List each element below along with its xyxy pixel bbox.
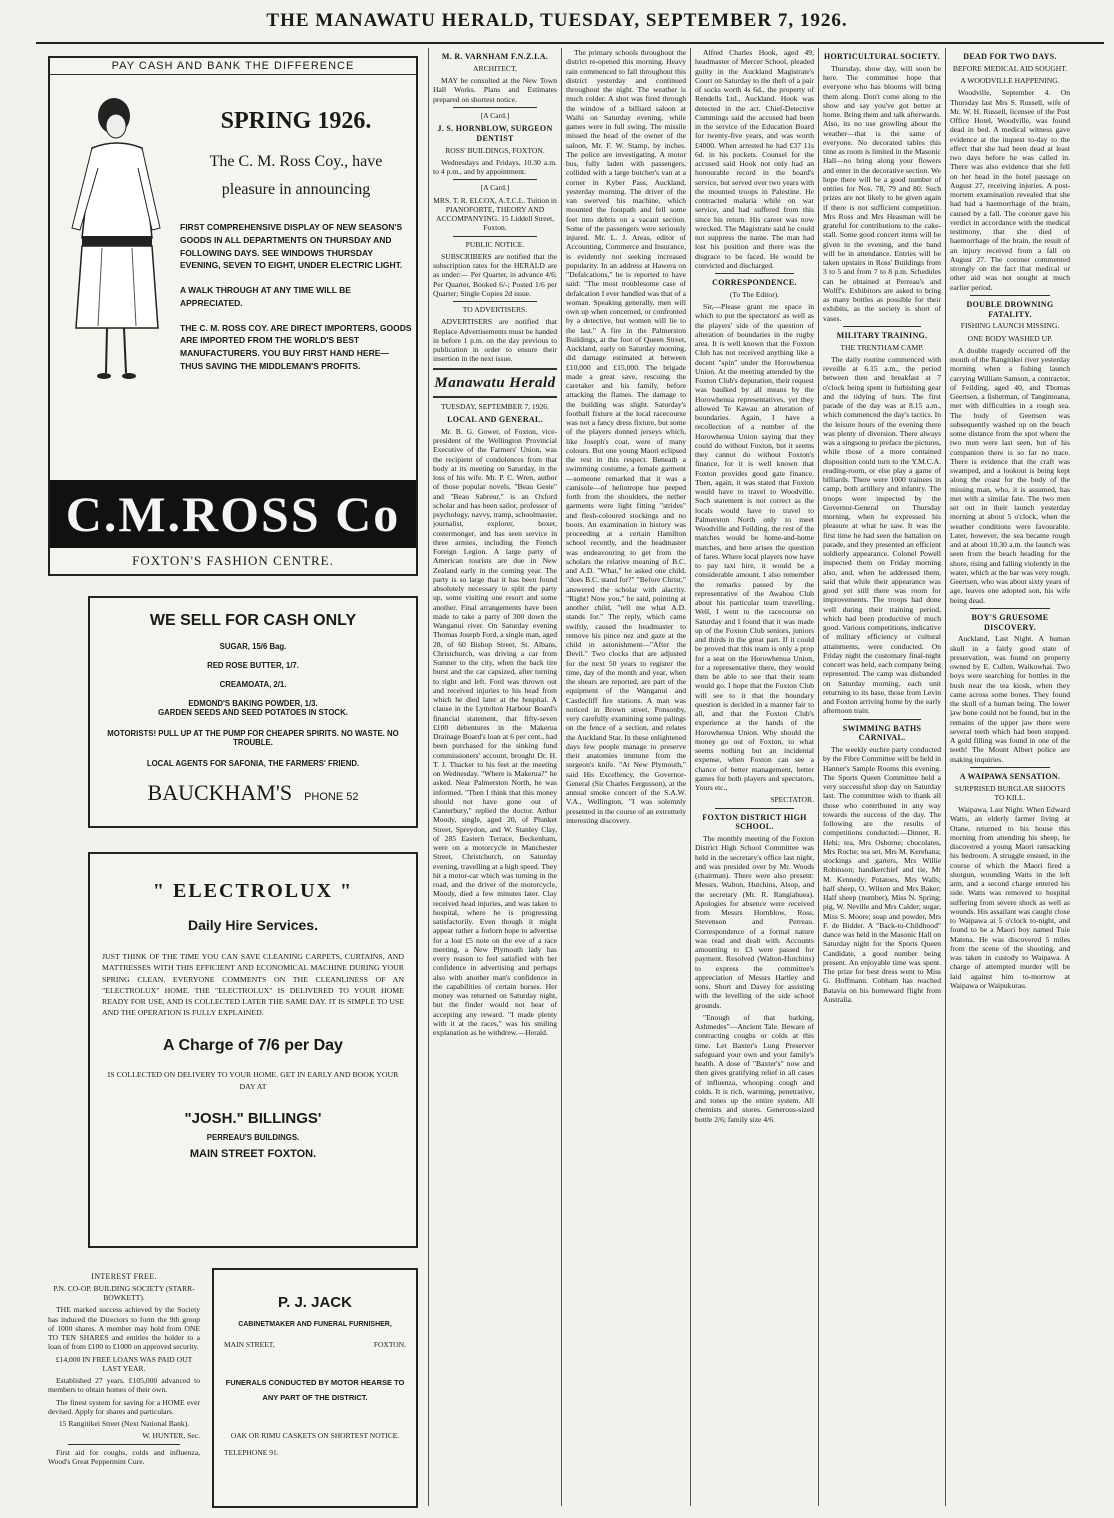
dateline: TUESDAY, SEPTEMBER 7, 1926. bbox=[440, 401, 550, 411]
column-3 bbox=[433, 48, 557, 1508]
bauckham-phone: PHONE 52 bbox=[304, 791, 359, 803]
ross-body2: A WALK THROUGH AT ANY TIME WILL BE APPRECIATED. bbox=[180, 285, 351, 308]
bs-footer: First aid for coughs, colds and influenza, Wood's Great Peppermint Cure. bbox=[48, 1447, 200, 1466]
newspaper-flag: Manawatu Herald bbox=[434, 374, 556, 391]
bauckham-line: GARDEN SEEDS AND SEED POTATOES IN STOCK. bbox=[158, 708, 348, 717]
bauckham-line: RED ROSE BUTTER, 1/7. bbox=[207, 661, 299, 670]
jack-town: FOXTON. bbox=[373, 1340, 406, 1349]
bs-saving: The finest system for saving for a HOME ever devised. Apply for shares and particulars. bbox=[48, 1397, 200, 1416]
billings-street: MAIN STREET FOXTON. bbox=[189, 1147, 317, 1160]
dentist-times: Wednesdays and Fridays, 10.30 a.m. to 4 p.m., and by appointment. bbox=[433, 157, 557, 176]
card-label: [A Card.] bbox=[480, 110, 510, 120]
architect-name: M. R. VARNHAM F.N.Z.I.A. bbox=[441, 52, 549, 61]
fashion-illustration bbox=[62, 88, 172, 388]
bauckham-title: WE SELL FOR CASH ONLY bbox=[149, 612, 357, 629]
architect-body: MAY be consulted at the New Town Hall Works. Plans and Estimates prepared on shortest notice. bbox=[433, 76, 557, 104]
jack-advertisement bbox=[212, 1268, 418, 1508]
electrolux-charge: A Charge of 7/6 per Day bbox=[163, 1036, 343, 1054]
column-5 bbox=[695, 48, 814, 1508]
boy-text: Auckland, Last Night. A human skull in a fairly good state of preservation, was found on property owned by E. Cullen, Waikowhai. Two boys were searching for bottles in the bush near the tea kiosk, when they came across some bones. They found the skull of a human being. The lower jaw bone could not be found, but in the remains of the upper jaw there were several teeth which had been stopped. A gold filling was found in one of the teeth! The Mount Albert police are making inquiries. bbox=[950, 634, 1070, 764]
column-4-text: The primary schools throughout the district re-opened this morning. Heavy rain commenced to fall throughout this district yesterday and continued throughout the night. The weather is much colder. A shot was fired through the window of a billiard saloon at Waihi on Saturday evening, while games were in full swing. The missile missed the head of the owner of the saloon, Mr. F. W. Stamp, by inches. The police are investigating. A motor bus, fully laden with passengers, collided with a large butcher's van at a corner in Kyber Pass, Auckland, yesterday morning. The driver of the van swerved his machine, which mounted the footpath and fell some feet into debris on a vacant section. Some of the passengers were seriously injured. Mr. L. J. Areas, editor of Accounting, Commerce and Insurance, is evidently not seeking increased popularity. In an address at Hawera on "Defalcations," he is reported to have said: "The most troublesome case of defalcation I ever handled was that of a woman. Speaking generally, men will own up when concerned, or confronted by a detective, but women will lie to the last." A fire in the Palmerston Buildings, at the foot of Queen Street, Auckland, early on Saturday morning, did damage estimated at between £10,000 and £15,000. The brigade made a great save, rescuing the caretaker and his family, before attacking the flames. The damage to the building was slight. Saturday's football fixture at the local racecourse was not a fancy dress fixture, but some of the players donned jerseys which, like Joseph's coat, were of many colours. But one young Maori eclipsed the rest in this respect. Beneath a swimming costume, a female garment—someone remarked that it was a camisole—of heliotrope hue peeped forth from the shoulders, the nether garments were light fitting "strides" and flesh-coloured stockings and no boots. An examination in history was proceeding at a certain Hamilton school recently, and the headmaster was endeavouring to get from the scholars the relative meaning of B.C. and A.D. "What," he asked one child, "does B.C. stand for?" "Before Christ," answered the scholar with alacrity. "Right! Now you," he said, pointing at another child, "tell me what A.D. stands for." The reply, which came swiftly, caused the headmaster to remove his pince nez and gaze at the child in astonishment—"After the Devil." Two clocks that are adjusted for the next 50 years to register the time, day of the month and year, when the shears are reported, are part of the equipment of the Wanganui and Castlecliff fire stations. A man was noticed in Brown street, Ponsonby, very carefully examining some palings on the fence of a section, and relates the Auckland Star. In these enlightened days few people manage to preserve their anatomies immune from the surgeon's knife. "At New Plymouth," said His Excellency, the Governor-General (Sir Charles Fergusson), at the annual smoke concert of the S.A.W. V.A., Wellington, "I was solemnly presented in the course of an extremely interesting discovery. bbox=[566, 48, 686, 825]
bs-head1: INTEREST FREE. bbox=[91, 1272, 157, 1281]
jack-funerals: FUNERALS CONDUCTED BY MOTOR HEARSE TO ANY PART OF THE DISTRICT. bbox=[225, 1378, 405, 1402]
waipawa-sub: SURPRISED BURGLAR SHOOTS TO KILL. bbox=[954, 783, 1066, 802]
music-teacher: MRS. T. R. ELCOX, A.T.C.L. Tuition in PIANOFORTE, THEORY AND ACCOMPANYING. 15 Liddell Street, Foxton. bbox=[433, 195, 557, 233]
ross-line1: The C. M. Ross Coy., have bbox=[209, 153, 383, 170]
advertisers-body: ADVERTISERS are notified that Replace Advertisements must be handed in before 1 p.m. on the day previous to publication in order to ensure their insertion in the next issue. bbox=[433, 317, 557, 364]
bauckham-line: CREAMOATA, 2/1. bbox=[219, 680, 287, 689]
local-general-heading: LOCAL AND GENERAL. bbox=[447, 415, 543, 425]
public-notice-heading: PUBLIC NOTICE. bbox=[465, 239, 525, 249]
electrolux-collect: IS COLLECTED ON DELIVERY TO YOUR HOME. GET IN EARLY AND BOOK YOUR DAY AT bbox=[107, 1069, 399, 1092]
ross-body1: FIRST COMPREHENSIVE DISPLAY OF NEW SEASON'S GOODS IN ALL DEPARTMENTS ON THURSDAY AND FOLLOWING DAYS. SEE WINDOWS THURSDAY EVENING, SEVEN TO EIGHT, UNDER ELECTRIC LIGHT. bbox=[180, 222, 403, 271]
billings-name: "JOSH." BILLINGS' bbox=[184, 1109, 322, 1127]
billings-place: PERREAU'S BUILDINGS. bbox=[206, 1132, 300, 1142]
column-divider bbox=[945, 48, 946, 1506]
waipawa-heading: A WAIPAWA SENSATION. bbox=[959, 771, 1061, 781]
correspondence-heading: CORRESPONDENCE. bbox=[712, 278, 797, 287]
bauckham-line: EDMOND'S BAKING POWDER, 1/3. bbox=[188, 699, 318, 708]
swimming-heading: SWIMMING BATHS CARNIVAL. bbox=[842, 723, 922, 743]
drowning-sub: FISHING LAUNCH MISSING. bbox=[960, 321, 1060, 331]
dentist-name: J. S. HORNBLOW, SURGEON DENTIST bbox=[437, 124, 553, 143]
column-divider bbox=[561, 48, 562, 1506]
jack-street: MAIN STREET, bbox=[224, 1340, 275, 1349]
electrolux-sub: Daily Hire Services. bbox=[188, 917, 318, 933]
electrolux-advertisement bbox=[88, 852, 418, 1248]
waipawa-text: Waipawa, Last Night. When Edward Watts, an elderly farmer living at Otane, returned to his house this morning from attending his sheep, he discovered a young Maori ransacking his bedroom. A struggle ensued, in the course of which the Maori fired a shotgun, wounding Watts in the left arm, and a second charge entered his side. Watts was removed to hospital suffering from severe shock as well as wounds. His assailant was caught close to Waipawa at 5 o'clock to-night, and found to be a Maori boy named Tuie Matena. He was discovered 5 miles from the scene of the shooting, and was taken in custody to Waipawa. A charge of attempted murder will be laid against him to-morrow at Waipawa or Waipukurau. bbox=[950, 805, 1070, 990]
column-7 bbox=[950, 48, 1070, 1508]
hook-article: Alfred Charles Hook, aged 49, headmaster of Mercer School, pleaded guilty in the Auckland Magistrate's Court on Saturday to the theft of a pair of socks worth 4s 6d., the property of Rendells Ltd., Auckland. Hook was detected in the act. Chief-Detective Cummings said the accused had been in the service of the Education Board for twenty-five years, and was worth £4000. When arrested he had £37 11s 6d. in his pockets. Counsel for the accused said Hook not only had an honourable record in the board's service, but served over two years with the mounted troops in Palestine. He contracted malaria while on war service, and had suffered from this since his return. His career was now wrecked. The Magistrate said he could not suppress the name. The man had lost his position and there was the disgrace to be faced. He would be convicted and discharged. bbox=[695, 48, 814, 270]
dead-sub: BEFORE MEDICAL AID SOUGHT. bbox=[952, 63, 1068, 73]
architect-sub: ARCHITECT, bbox=[473, 63, 517, 73]
column-divider bbox=[428, 48, 429, 1506]
ross-line2: pleasure in announcing bbox=[221, 181, 371, 198]
drowning-heading: DOUBLE DROWNING FATALITY. bbox=[966, 299, 1054, 319]
horticultural-heading: HORTICULTURAL SOCIETY. bbox=[824, 52, 940, 61]
column-divider bbox=[818, 48, 819, 1506]
ross-advertisement bbox=[48, 56, 418, 576]
season-heading: SPRING 1926. bbox=[220, 108, 372, 134]
military-sub: THE TRENTHAM CAMP. bbox=[840, 342, 924, 352]
school-heading: FOXTON DISTRICT HIGH SCHOOL. bbox=[702, 812, 807, 832]
bs-sec: W. HUNTER, Sec. bbox=[142, 1431, 200, 1441]
correspondence-sign: SPECTATOR. bbox=[770, 795, 814, 805]
building-society-notice bbox=[48, 1268, 200, 1508]
bs-head2: P.N. CO-OP. BUILDING SOCIETY (STARR-BOWKETT). bbox=[53, 1283, 195, 1302]
ross-tagline: FOXTON'S FASHION CENTRE. bbox=[132, 553, 334, 568]
advertisers-heading: TO ADVERTISERS. bbox=[462, 305, 528, 314]
ross-logo: C.M.ROSS Co bbox=[50, 480, 416, 548]
horticultural-text: Thursday, show day, will soon be here. The committee hope that everyone who has blooms will bring them along. Don't come along to the show and say you've got better at home. Bring them and talk afterwards. Also, its no use growling about the weather—that is the same of everyone. No decorated tables this time as room is limited in the Masonic Hall—no bring along your flowers and enter in the decorative section. We hope there will be a good number of entries for Nos. 78, 79 and 80. Such prizes are not likely to be given again if there is not sufficient competition. Mrs Ross and Mrs Heasman will be grateful for contributions to the cake-stall. Some good concert items will be given in the evening, and the band will be in attendance. Entries will be taken upstairs in Ross' Buildings from 3 to 5 and from 7 to 8 p.m. Schedules can be obtained at Perreau's and Wolff's. Exhibitors are asked to bring as many bottles as possible for their exhibits, as the society is short of vases. bbox=[823, 63, 941, 323]
military-text: The daily routine commenced with reveille at 6.15 a.m., the period between then and breakfast at 7 o'clock being spent in furbishing gear and the tidying of huts. The first parade of the day was at 8.15 a.m., which commenced the day's tactics. In the leisure hours of the evening there was plenty of diversion. There always was a singsong to preface the pictures, while those of a more contained disposition could turn to the Y.M.C.A. reading-room, or else play a game of billiards. There were 1000 trainees in camp, both artillery and infantry. The troops were inspected by the Governor-General on Thursday morning, when he expressed his pleasure at what he saw. It was the first time he had seen the battalion on parade, and they presented an efficient soldierly appearance. Colonel Powell inspected them on Friday morning also, and, when he addressed them, said that while their appearance was good yet still there was room for improvements. The troops had done well during their training period, which had been productive of much good. Various competitions, indicative of military efficiency or cultural attainments, were conducted. On Friday night the customary final-night concert was held, each company being represented. The camp was disbanded on Saturday morning, each unit returning to its base, those from Levin and Foxton arriving home by the early afternoon train. bbox=[823, 354, 941, 716]
bauckham-advertisement bbox=[88, 596, 418, 828]
jack-name: P. J. JACK bbox=[278, 1294, 352, 1311]
correspondence-sub: (To The Editor). bbox=[729, 289, 780, 299]
correspondence-text: Sir,—Please grant me space in which to put the spectators' as well as the players' side of the question of alteration of boundaries in the rugby area. It is well known that the Foxton Club has not received anything like a decent "spin" under the Horowhenua Union. At the meeting attended by the Foxton Club's deputation, their request was baulked by all means by the Horowhenua representatives, yet they allowed Te Kawau an alteration of boundaries. Again, I have a recollection of a number of the Horowhenua Union saying that they could do without Foxton, but it seems they cannot do without Foxton's finance, for it is well known that Foxton provides good gate finance. Then, again, it was stated that Foxton would have to travel to Woodville. Such statement is not correct as the locals would have to travel to Palmerston North only to meet Woodville and Feilding, the rest of the matches would be home-and-home matches, and here arises the question of fares. Where local players now have to pay taxi hire, it would be a considerable amount. I also remember the remarks passed by the representative of the Awahou Club about his particular team travelling. Well, I went to the racecourse on Saturday and I found that it was made up of the Foxton Club seniors, juniors and thirds in the great part. If it could be proved that this team is only a prop for a seat on the Horowhenua Union, for a representative there, they would then be able to see that their team would go. I hope that the Foxton Club will see to it that the boundary question is decided in a manner fair to all, and that the Foxton Club's experience at the hands of the Horowhenua Union. Why should the money go out of Foxton, to what seems nothing but an incidental expense, when Foxton can see a chance of better management, better games for both players and spectators, Yours etc., bbox=[695, 302, 814, 792]
bauckham-name: BAUCKHAM'S bbox=[147, 780, 293, 805]
local-general-text: Mr. B. G. Gower, of Foxton, vice-president of the Wellington Provincial Executive of the Farmers' Union, was the recipient of condolences from that body at its meeting on Saturday, in the loss of his wife. Mr. P. C. Wren, author of those popular novels, "Beau Geste" and "Beau Sabreur," is an Oxford scholar and has been sailor, professor of psychology, navvy, tramp, schoolmaster, journalist, explorer, boxer, costermonger, and has seen service in three armies, including the French Foreign Legion. A large party of American tourists are due in New Zealand early in the coming year. The party is so large that it has been found absolutely necessary to split the party up, some visiting one resort and some another. Final arrangements have been made to take a party of 300 down the Wanganui river. On Saturday evening Thomas Joseph Ford, a single man, aged 28, of 60 Bishop Street, St. Albans, Christchurch, was driving a car from Sumner to the city, when the back tire burst and the car capsized, after turning to right and left. Ford was thrown out and received injuries to his head from which he died later at the hospital. A clause in the Lyttelton Harbour Board's financial statement, that fifty-seven £100 debentures in the Makerua Drainage Board's loan at 6 per cent., had been purchased for the sinking fund commissioners' account, brought Dr. H. T. J. Thacker to his feet at the meeting on Wednesday. "Where is Makerua?" he asked. Near Palmerston North, he was informed. "Then I think that this money should not have gone out of Canterbury," replied the doctor. Arthur Moody, single, aged 20, of Plunket Street, Spreydon, and W. Stanley Clay, of 285 Eastern Terrace, Beckenham, were on a motorcycle in Manchester Street, Christchurch, on Saturday evening, travelling at a high speed. They hit a motor-car which was turning in the road, and the driver of the motorcycle, Moody, died a few minutes later. Clay received head injuries, and was taken to hospital, where he is progressing satisfactorily. Even though it might appear rather a forlorn hope to advertise for a lost £5 note on the eve of a race meeting, a New Plymouth lady has every reason to feel satisfied with her confidence in advertising and perhaps also with another man's confidence in the capabilities of certain horses. Her money was returned on Saturday night, but the finder would not hear of accepting any reward. "I made plenty with it at the races," was his smiling explanation as he withdrew.—Herald. bbox=[433, 426, 557, 1038]
column-6 bbox=[823, 48, 941, 1508]
swimming-text: The weekly euchre party conducted by the Fibre Committee will be held in Hanner's Sample Rooms this evening. The Sports Queen Committee held a very successful shop day on Saturday last. The committee wish to thank all those who contributed in any way towards the success of the day. The following are the results of competitions conducted:—Dinner, R. Hehi; tea, Mrs Osborne; chocolates, Mrs Roche; tea set, Mrs M. Kerehana; stockings and garters, Mrs Willie Robinson; handkerchief and tie, Mr M. Kennedy; Potatoes, Mrs Walls; half sheep, O. Wilson and Mrs Baker; Half sheep (number), Miss N. Spring; pig, W. Neville and Mrs Calder; sugar, Miss S. Moore; soap and powder, Mrs F. de Bidder. A "Back-to-Childhood" dance was held in the Masonic Hall on Saturday night for the Sports Queen Candidate, a good number being present. An enjoyable time was spent. The prize for best dress went to Miss G. Hoffmann. Cobham has reached Batavia on his homeward flight from Australia. bbox=[823, 745, 941, 1004]
boy-heading: BOY'S GRUESOME DISCOVERY. bbox=[971, 612, 1049, 632]
jack-tel: TELEPHONE 91. bbox=[224, 1448, 279, 1457]
masthead-rule bbox=[36, 42, 1104, 44]
ross-banner: PAY CASH AND BANK THE DIFFERENCE bbox=[50, 60, 416, 75]
bauckham-line: SUGAR, 15/6 Bag. bbox=[219, 642, 287, 651]
school-text: The monthly meeting of the Foxton District High School Committee was held in the secretary's office last night, and was presided over by Mr. Woods (chairman). There were also present: Messrs. Walton, Hutchins, Alsop, and the secretary (Mr. R. Rangiahuea). Apologies for absence were received from Messrs Hornblow, Ross, Stevenson and Perreau. Correspondence of a formal nature was read and dealt with. Accounts amounting to £3 were passed for payment. Resolved (Walton-Hutchins) to express the committee's appreciation of Messrs Hartley and sons, Short and Davey for assisting with the levelling of the side school grounds. bbox=[695, 834, 814, 1010]
electrolux-body: JUST THINK OF THE TIME YOU CAN SAVE CLEANING CARPETS, CURTAINS, AND MATTRESSES WITH THIS EFFICIENT AND ECONOMICAL MACHINE DURING YOUR SPRING CLEAN. EVERYONE COMMENTS ON THE CLEANLINESS OF AN "ELECTROLUX" HOME. THE "ELECTROLUX" IS DELIVERED TO YOUR HOME READY FOR USE, AND IS COLLECTED LATER THE SAME DAY. IT IS SIMPLE TO USE AND THE OPERATION IS FULLY EXPLAINED. bbox=[102, 952, 404, 1018]
column-divider bbox=[690, 48, 691, 1506]
bs-established: Established 27 years. £105,000 advanced to members to obtain homes of their own. bbox=[48, 1376, 200, 1395]
drowning-text: A double tragedy occurred off the mouth of the Rangitikei river yesterday morning when a fishing launch carrying William Samson, a contractor, of Feilding, aged 40, and Thomas Geertsen, a fisherman, of Tangimoana, met with difficulties in a rough sea. The body of Geertsen was subsequently washed up on the beach some distance from the spot where the two men were last seen, but of his companion there is so far no trace. There is evidence that the craft was swamped, and a lookout is being kept along the coast for the body of the missing man, who, it is assumed, has met with a similar fate. The two men set out in their launch yesterday morning at about 5 o'clock, when the weather conditions were favourable. Later, however, the sea became rough and at about 10.30 a.m. the launch was seen from the beach heading for the shore, rising and falling violently in the water, which at the bar was very rough. Geertsen, who was about sixty years of age, leaves one adopted son, his wife being dead. bbox=[950, 345, 1070, 605]
dead-text: Woodville, September 4. On Thursday last Mrs S. Russell, wife of Mr. W. H. Russell, licensee of the Post Office Hotel, Woodville, was found dead in bed. A medical witness gave evidence at the inquest to-day to the effect that she had been dead at least two days before he was called in. There was also evidence that she fell on her head in the hotel passage on August 27, receiving injuries. A post-mortem examination revealed that she had had a haemorrhage of the brain, caused by a fall. The coroner gave his verdict in accordance with the medical testimony, that she died of haemorrhage of the brain, the result of an injury received from a fall on August 27. The coroner commented strongly on the fact that medical or other aid was not sought at much earlier period. bbox=[950, 88, 1070, 292]
bs-paid: £14,000 IN FREE LOANS WAS PAID OUT LAST YEAR. bbox=[55, 1354, 193, 1373]
ross-body3: THE C. M. ROSS COY. ARE DIRECT IMPORTERS, GOODS ARE IMPORTED FROM THE WORLD'S BEST MANUFACTURERS. YOU BUY FIRST HAND HERE—THUS SAVING THE MIDDLEMAN'S PROFITS. bbox=[180, 322, 412, 371]
masthead: THE MANAWATU HERALD, TUESDAY, SEPTEMBER 7, 1926. bbox=[266, 10, 848, 31]
drowning-sub2: ONE BODY WASHED UP. bbox=[967, 333, 1053, 343]
military-heading: MILITARY TRAINING. bbox=[836, 330, 928, 340]
bs-body: THE marked success achieved by the Society has induced the Directors to form the 9th group of 1000 shares. A member may hold from ONE TO TEN SHARES and entitles the holder to a loan of from £100 to £1000 on approved security. bbox=[48, 1305, 200, 1352]
column-4 bbox=[566, 48, 686, 1508]
dentist-address: ROSS' BUILDINGS, FOXTON. bbox=[445, 145, 545, 155]
dead-heading: DEAD FOR TWO DAYS. bbox=[963, 52, 1057, 61]
bauckham-agents: LOCAL AGENTS FOR SAFONIA, THE FARMERS' FRIEND. bbox=[146, 759, 360, 768]
electrolux-title: " ELECTROLUX " bbox=[152, 880, 354, 902]
dead-sub2: A WOODVILLE HAPPENING. bbox=[960, 76, 1060, 85]
bauckham-motorists: MOTORISTS! PULL UP AT THE PUMP FOR CHEAPER SPIRITS. NO WASTE. NO TROUBLE. bbox=[107, 729, 399, 747]
jack-caskets: OAK OR RIMU CASKETS ON SHORTEST NOTICE. bbox=[230, 1431, 400, 1440]
bs-address: 15 Rangitikei Street (Next National Bank). bbox=[58, 1419, 190, 1428]
jack-trade: CABINETMAKER AND FUNERAL FURNISHER, bbox=[238, 1321, 392, 1328]
public-notice-body: SUBSCRIBERS are notified that the subscription rates for the HERALD are as under:— Per Quarter, in advance 4/6; Per Quarter, Booked 6/-; Posted 1/6 per Quarter; Single Copies 2d issue. bbox=[433, 251, 557, 298]
baxter-ad: "Enough of that barking, Ashmedes"—Ancient Tale. Beware of contracting coughs or colds at this time. Let Baxter's Lung Preserver safeguard your own and your family's health. A dose of "Baxter's" now and then gives gratifying relief in all cases of influenza, whooping cough and colds. It is rich, warming, penetrative, and tones up the entire system. All chemists and stores. Generous-sized bottle 2/6; family size 4/6. bbox=[695, 1012, 814, 1124]
card-label: [A Card.] bbox=[480, 183, 510, 193]
